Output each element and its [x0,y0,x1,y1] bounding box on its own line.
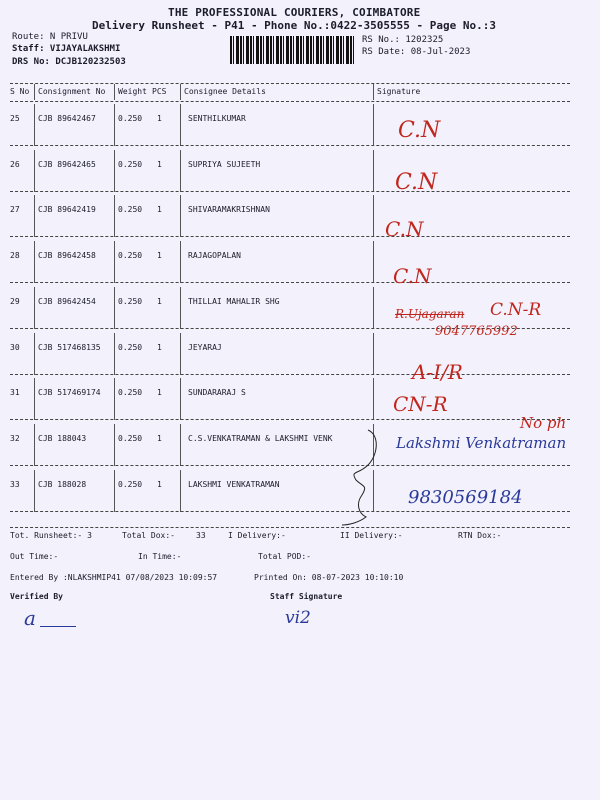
header-top-rule [10,83,570,84]
row-separator [10,465,570,466]
row-separator [10,145,570,146]
row-pcs: 1 [157,114,162,123]
row-consignee: JEYARAJ [188,343,222,352]
row-consignee: SENTHILKUMAR [188,114,246,123]
printed-on: Printed On: 08-07-2023 10:10:10 [254,573,404,582]
col-divider [114,150,115,192]
row-weight: 0.250 [118,297,143,306]
col-divider [373,241,374,283]
col-divider [373,104,374,146]
row-pcs: 1 [157,160,162,169]
row-separator [10,511,570,512]
col-consignment: Consignment No [38,87,106,96]
company-title: THE PROFESSIONAL COURIERS, COIMBATORE [168,6,421,19]
col-divider [34,333,35,375]
i-delivery: I Delivery:- [228,531,286,540]
row-pcs: 1 [157,205,162,214]
col-divider [34,287,35,329]
verified-signature-stroke [40,626,76,627]
verified-signature: a [24,606,36,630]
row-consignment: CJB 188028 [38,480,87,489]
runsheet-title: Delivery Runsheet - P41 - Phone No.:0422-3505555 - Page No.:3 [92,19,496,32]
col-divider [34,195,35,237]
col-divider [373,150,374,192]
row-pcs: 1 [157,251,162,260]
route-label: Route: N PRIVU [12,32,88,42]
col-divider [373,84,374,100]
row-consignment: CJB 89642467 [38,114,96,123]
handwritten-signature: C.N [385,217,424,241]
rs-number: RS No.: 1202325 [362,35,444,45]
row-weight: 0.250 [118,114,143,123]
col-divider [180,287,181,329]
row-sno: 30 [10,343,20,352]
entered-by: Entered By :NLAKSHMIP41 07/08/2023 10:09:57 [10,573,218,582]
row-pcs: 1 [157,297,162,306]
row-sno: 32 [10,434,20,443]
rs-date: RS Date: 08-Jul-2023 [362,47,471,57]
col-divider [114,195,115,237]
tot-runsheet: Tot. Runsheet:- 3 [10,531,92,540]
handwritten-signature: C.N [393,264,432,288]
col-sno: S No [10,87,30,96]
handwritten-signature: C.N [398,118,441,143]
col-divider [180,241,181,283]
row-separator [10,282,570,283]
col-divider [373,333,374,375]
handwritten-signature: C.N [395,170,438,195]
row-consignee: SHIVARAMAKRISHNAN [188,205,270,214]
row-consignee: THILLAI MAHALIR SHG [188,297,280,306]
handwritten-phone: 9830569184 [408,487,523,508]
row-consignee: SUNDARARAJ S [188,388,246,397]
col-divider [34,378,35,420]
row-weight: 0.250 [118,388,143,397]
row-sno: 33 [10,480,20,489]
col-divider [114,287,115,329]
rtn-dox: RTN Dox:- [458,531,502,540]
row-weight: 0.250 [118,434,143,443]
footer-rule [10,527,570,528]
row-sno: 28 [10,251,20,260]
signature-scribble [338,425,388,530]
row-consignment: CJB 517469174 [38,388,101,397]
row-pcs: 1 [157,388,162,397]
col-signature: Signature [377,87,421,96]
col-divider [34,84,35,100]
row-sno: 31 [10,388,20,397]
col-divider [114,333,115,375]
drs-number: DRS No: DCJB120232503 [12,57,126,67]
row-separator [10,374,570,375]
staff-signature: vi2 [285,608,311,628]
row-consignment: CJB 188043 [38,434,87,443]
col-divider [373,378,374,420]
col-divider [180,104,181,146]
handwritten-phone: 9047765992 [435,324,518,339]
row-pcs: 1 [157,480,162,489]
total-dox-value: 33 [196,531,206,540]
staff-signature-label: Staff Signature [270,592,343,601]
barcode-icon [230,36,356,64]
row-weight: 0.250 [118,343,143,352]
handwritten-signature: C.N-R [490,300,542,320]
col-divider [34,104,35,146]
col-divider [114,104,115,146]
col-divider [114,84,115,100]
out-time: Out Time:- [10,552,59,561]
col-pcs: PCS [152,87,167,96]
row-sno: 25 [10,114,20,123]
row-weight: 0.250 [118,251,143,260]
row-sno: 27 [10,205,20,214]
row-consignee: SUPRIYA SUJEETH [188,160,261,169]
col-weight: Weight [118,87,147,96]
col-divider [180,333,181,375]
in-time: In Time:- [138,552,182,561]
row-weight: 0.250 [118,480,143,489]
header-bottom-rule [10,101,570,102]
col-divider [34,150,35,192]
col-divider [180,195,181,237]
row-consignment: CJB 89642419 [38,205,96,214]
row-weight: 0.250 [118,205,143,214]
row-weight: 0.250 [118,160,143,169]
row-separator [10,236,570,237]
total-pod: Total POD:- [258,552,311,561]
verified-by-label: Verified By [10,592,63,601]
row-consignment: CJB 89642454 [38,297,96,306]
row-pcs: 1 [157,343,162,352]
col-divider [114,378,115,420]
staff-label: Staff: VIJAYALAKSHMI [12,44,121,54]
row-consignment: CJB 517468135 [38,343,101,352]
col-divider [34,241,35,283]
col-divider [180,378,181,420]
handwritten-signature: Lakshmi Venkatraman [396,434,567,452]
handwritten-signature: A-I/R [412,360,463,384]
row-consignment: CJB 89642458 [38,251,96,260]
col-divider [180,470,181,512]
row-sno: 26 [10,160,20,169]
col-divider [114,424,115,466]
row-separator [10,419,570,420]
col-divider [373,195,374,237]
row-sno: 29 [10,297,20,306]
row-pcs: 1 [157,434,162,443]
col-divider [114,470,115,512]
row-consignment: CJB 89642465 [38,160,96,169]
col-divider [34,424,35,466]
col-divider [34,470,35,512]
col-divider [180,84,181,100]
handwritten-signature: CN-R [393,392,448,416]
ii-delivery: II Delivery:- [340,531,403,540]
row-consignee: LAKSHMI VENKATRAMAN [188,480,280,489]
col-divider [180,150,181,192]
col-divider [114,241,115,283]
total-dox-label: Total Dox:- [122,531,175,540]
row-consignee: C.S.VENKATRAMAN & LAKSHMI VENK [188,434,333,443]
handwritten-note: No ph [520,414,567,432]
col-divider [373,287,374,329]
row-consignee: RAJAGOPALAN [188,251,241,260]
struck-signature: R.Ujagaran [395,307,465,321]
col-consignee: Consignee Details [184,87,266,96]
row-separator [10,191,570,192]
col-divider [180,424,181,466]
